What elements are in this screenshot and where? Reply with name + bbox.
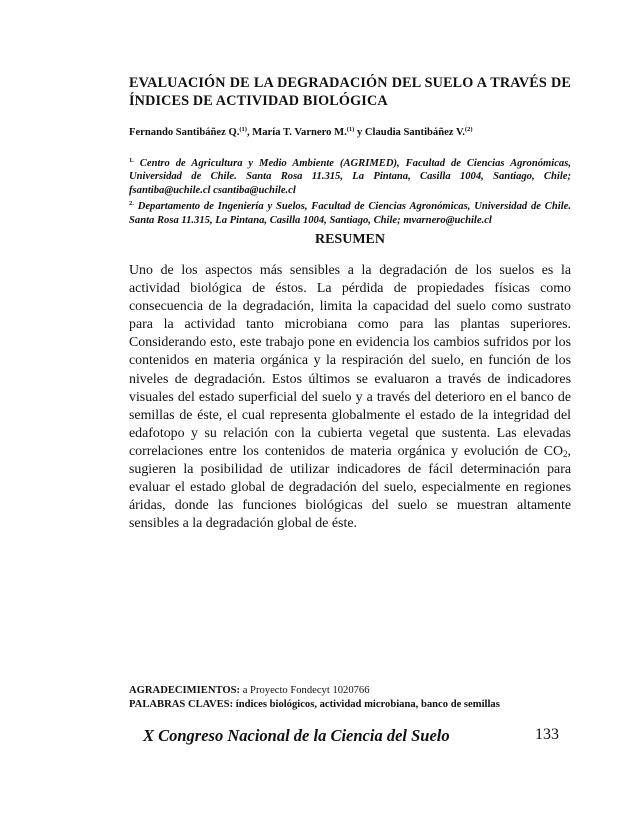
title-line-1: EVALUACIÓN DE LA DEGRADACIÓN DEL SUELO A TRAVÉS DE <box>129 75 571 91</box>
footer-conference-name: X Congreso Nacional de la Ciencia del Suelo <box>143 726 450 745</box>
title-line-2: ÍNDICES DE ACTIVIDAD BIOLÓGICA <box>129 93 388 109</box>
acknowledgements: AGRADECIMIENTOS: a Proyecto Fondecyt 1020766 <box>129 685 370 696</box>
abstract-heading: RESUMEN <box>314 232 385 247</box>
affiliation-marker: 2. <box>129 200 134 208</box>
author-affiliation-marker: (1) <box>346 126 355 133</box>
keywords <box>129 698 571 712</box>
affiliation-1-line-2: Universidad de Chile. Santa Rosa 11.315, La Pintana, Casilla 1004, Santiago, Chile; <box>129 171 571 183</box>
keywords-text: índices biológicos, actividad microbiana, banco de semillas <box>233 698 500 710</box>
author-name: Fernando Santibáñez Q. <box>129 127 240 138</box>
affiliation-marker: 1. <box>129 157 134 164</box>
author-affiliation-marker: (1) <box>239 126 247 133</box>
acknowledgements-keywords <box>129 684 571 711</box>
author-separator: , <box>246 127 253 138</box>
page-number: 133 <box>535 726 559 743</box>
affiliation-1-emails: fsantiba@uchile.cl csantiba@uchile.cl <box>129 184 296 196</box>
author-separator: y <box>354 127 365 138</box>
affiliation-2-line-1: $^{2.}$ Departamento de Ingeniería y Suelos, Facultad de Ciencias Agronómicas, Universidad de Chile. <box>129 200 571 213</box>
affiliations <box>129 154 571 227</box>
author-name: Claudia Santibáñez V. <box>364 127 465 138</box>
author-name: María T. Varnero M. <box>252 127 347 138</box>
affiliation-2-line-2: Santa Rosa 11.315, La Pintana, Casilla 1004, Santiago, Chile; mvarnero@uchile.cl <box>129 214 492 226</box>
author-list <box>129 123 571 139</box>
author-affiliation-marker: (2) <box>464 126 473 133</box>
acknowledgements-label: AGRADECIMIENTOS: <box>129 685 241 696</box>
keywords-label: PALABRAS CLAVES: <box>129 698 234 710</box>
paper-title <box>129 74 571 110</box>
subscript: 2 <box>563 448 568 459</box>
affiliation-1-line-1: $^{1.}$ Centro de Agricultura y Medio Ambiente (AGRIMED), Facultad de Ciencias Agronómicas, <box>129 157 571 169</box>
abstract-body: Uno de los aspectos más sensibles a la degradación de los suelos es la actividad biológica de éstos. La pérdida de propiedades físicas como consecuencia de la degradación, limita la capacidad del suelo como sustrato para la actividad tanto microbiana como para las plantas superiores. Considerando esto, este trabajo pone en evidencia los cambios sufridos por los contenidos en materia orgánica y la respiración del suelo, en función de los niveles de degradación. Estos últimos se evaluaron a través de indicadores visuales del estado superficial del suelo y a través del deterioro en el banco de semillas de éste, el cual representa globalmente el estado de la integridad del edafotopo y su relación con la cubierta vegetal que sustenta. Las elevadas correlaciones entre los contenidos de materia orgánica y evolución de $CO_2$, sugieren la posibilidad de utilizar indicadores de fácil determinación para evaluar el estado global de degradación del suelo, especialmente en regiones áridas, donde las funciones biológicas del suelo se muestran altamente sensibles a la degradación global de éste. <box>129 263 571 532</box>
